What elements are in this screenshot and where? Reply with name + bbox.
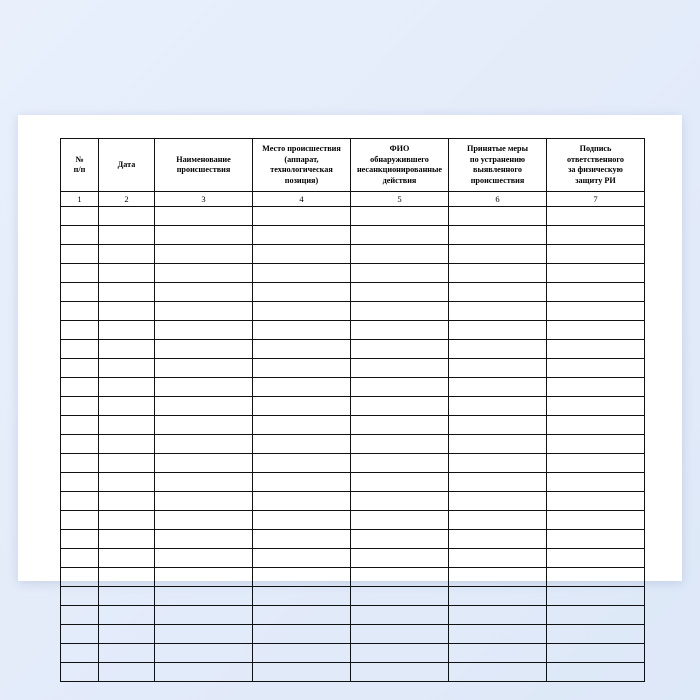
table-cell [351, 454, 449, 473]
table-cell [155, 359, 253, 378]
table-cell [449, 321, 547, 340]
table-cell [351, 359, 449, 378]
table-cell [155, 511, 253, 530]
document-page [18, 115, 682, 581]
table-cell [155, 606, 253, 625]
column-header-2 [99, 139, 155, 192]
table-cell [253, 530, 351, 549]
table-row [61, 226, 645, 245]
table-row [61, 530, 645, 549]
table-cell [547, 340, 645, 359]
column-number-row [61, 192, 645, 207]
table-cell [99, 549, 155, 568]
table-cell [547, 568, 645, 587]
table-cell [547, 492, 645, 511]
table-cell [99, 321, 155, 340]
table-cell [253, 644, 351, 663]
table-cell [351, 492, 449, 511]
table-cell [547, 207, 645, 226]
table-cell [449, 492, 547, 511]
table-cell [351, 207, 449, 226]
header-line: по устранению [469, 154, 526, 164]
header-line: ответственного [566, 154, 625, 164]
table-row [61, 587, 645, 606]
table-cell [351, 549, 449, 568]
column-header-6 [449, 139, 547, 192]
table-row [61, 625, 645, 644]
table-cell [351, 511, 449, 530]
table-cell [547, 625, 645, 644]
table-cell [547, 321, 645, 340]
table-cell [449, 587, 547, 606]
column-number-1: 1 [61, 192, 99, 207]
table-cell [155, 226, 253, 245]
table-cell [351, 473, 449, 492]
table-cell [155, 549, 253, 568]
table-cell [253, 416, 351, 435]
table-row [61, 207, 645, 226]
table-cell [547, 435, 645, 454]
table-cell [351, 321, 449, 340]
table-cell [449, 378, 547, 397]
table-cell [547, 549, 645, 568]
header-line: несанкционированные [356, 165, 443, 174]
table-cell [61, 264, 99, 283]
column-number-2: 2 [99, 192, 155, 207]
table-row [61, 245, 645, 264]
table-cell [253, 454, 351, 473]
table-cell [99, 606, 155, 625]
table-cell [449, 226, 547, 245]
table-row [61, 454, 645, 473]
table-cell [351, 378, 449, 397]
table-cell [155, 245, 253, 264]
table-cell [61, 549, 99, 568]
table-cell [547, 245, 645, 264]
table-cell [253, 435, 351, 454]
table-cell [99, 378, 155, 397]
table-cell [449, 340, 547, 359]
table-row [61, 644, 645, 663]
table-cell [351, 264, 449, 283]
table-cell [449, 454, 547, 473]
table-cell [61, 207, 99, 226]
table-cell [99, 511, 155, 530]
table-row [61, 435, 645, 454]
table-cell [351, 283, 449, 302]
column-number-5: 5 [351, 192, 449, 207]
table-row [61, 606, 645, 625]
table-cell [61, 663, 99, 682]
table-cell [155, 454, 253, 473]
table-cell [351, 530, 449, 549]
table-cell [61, 454, 99, 473]
table-cell [155, 435, 253, 454]
journal-table [60, 138, 645, 682]
table-cell [351, 340, 449, 359]
table-cell [547, 454, 645, 473]
table-cell [547, 283, 645, 302]
table-cell [253, 397, 351, 416]
column-header-5 [351, 139, 449, 192]
table-cell [61, 226, 99, 245]
table-cell [449, 568, 547, 587]
table-cell [61, 492, 99, 511]
header-line: Наименование [176, 154, 231, 164]
table-cell [155, 397, 253, 416]
table-row [61, 663, 645, 682]
table-cell [155, 530, 253, 549]
table-cell [449, 511, 547, 530]
table-cell [547, 302, 645, 321]
column-header-4 [253, 139, 351, 192]
table-cell [99, 359, 155, 378]
table-cell [547, 511, 645, 530]
table-cell [155, 283, 253, 302]
table-cell [253, 568, 351, 587]
table-cell [61, 587, 99, 606]
table-row [61, 511, 645, 530]
table-cell [99, 397, 155, 416]
table-cell [61, 359, 99, 378]
table-cell [351, 625, 449, 644]
table-cell [547, 397, 645, 416]
column-header-1 [61, 139, 99, 192]
table-cell [449, 435, 547, 454]
table-cell [61, 530, 99, 549]
table-cell [155, 568, 253, 587]
header-line: Место происшествия [262, 144, 341, 153]
table-cell [351, 416, 449, 435]
table-cell [99, 226, 155, 245]
table-cell [99, 644, 155, 663]
table-cell [155, 625, 253, 644]
table-cell [253, 663, 351, 682]
table-cell [449, 473, 547, 492]
table-cell [449, 207, 547, 226]
table-cell [61, 435, 99, 454]
table-header [61, 139, 645, 192]
table-cell [61, 321, 99, 340]
table-row [61, 340, 645, 359]
table-cell [547, 226, 645, 245]
table-cell [253, 492, 351, 511]
table-row [61, 416, 645, 435]
table-cell [547, 606, 645, 625]
table-row [61, 473, 645, 492]
table-cell [351, 245, 449, 264]
table-row [61, 378, 645, 397]
table-cell [253, 302, 351, 321]
column-header-3 [155, 139, 253, 192]
header-line: за физическую [568, 165, 623, 174]
table-cell [253, 283, 351, 302]
table-cell [449, 397, 547, 416]
table-cell [99, 340, 155, 359]
table-cell [547, 264, 645, 283]
table-cell [99, 207, 155, 226]
header-line: защиту РИ [575, 175, 616, 185]
table-cell [253, 226, 351, 245]
table-cell [547, 378, 645, 397]
column-number-4: 4 [253, 192, 351, 207]
table-row [61, 321, 645, 340]
header-line: обнаружившего [370, 154, 429, 164]
table-row [61, 397, 645, 416]
table-cell [449, 302, 547, 321]
table-cell [155, 340, 253, 359]
header-line: № [75, 154, 84, 164]
table-cell [61, 644, 99, 663]
table-cell [253, 321, 351, 340]
table-cell [61, 397, 99, 416]
table-cell [99, 454, 155, 473]
table-cell [155, 321, 253, 340]
table-cell [155, 378, 253, 397]
table-cell [155, 587, 253, 606]
table-cell [155, 644, 253, 663]
header-line: действия [382, 175, 417, 185]
table-cell [99, 663, 155, 682]
header-line: позиция) [284, 175, 319, 185]
table-row [61, 302, 645, 321]
table-cell [155, 302, 253, 321]
table-cell [253, 511, 351, 530]
header-line: Подпись [579, 144, 612, 153]
table-cell [61, 378, 99, 397]
header-line: ФИО [389, 144, 410, 153]
table-cell [99, 264, 155, 283]
table-cell [547, 663, 645, 682]
table-cell [253, 473, 351, 492]
table-cell [253, 245, 351, 264]
table-cell [547, 530, 645, 549]
table-cell [61, 568, 99, 587]
table-cell [155, 473, 253, 492]
table-row [61, 359, 645, 378]
table-cell [155, 663, 253, 682]
table-cell [61, 625, 99, 644]
table-cell [253, 264, 351, 283]
table-cell [61, 283, 99, 302]
table-cell [449, 644, 547, 663]
table-body [61, 192, 645, 682]
column-header-7 [547, 139, 645, 192]
table-cell [449, 416, 547, 435]
header-line: выявленного [473, 165, 522, 174]
table-cell [99, 416, 155, 435]
header-line: происшествия [176, 165, 231, 174]
table-cell [449, 359, 547, 378]
column-number-7: 7 [547, 192, 645, 207]
table-cell [449, 264, 547, 283]
table-cell [351, 302, 449, 321]
table-cell [155, 492, 253, 511]
header-line: Принятые меры [466, 144, 529, 153]
table-cell [99, 245, 155, 264]
table-cell [99, 625, 155, 644]
column-number-3: 3 [155, 192, 253, 207]
table-cell [351, 226, 449, 245]
table-cell [351, 606, 449, 625]
table-cell [61, 416, 99, 435]
table-cell [449, 625, 547, 644]
table-cell [253, 207, 351, 226]
table-cell [253, 625, 351, 644]
header-line: п/п [73, 165, 86, 174]
table-cell [99, 283, 155, 302]
table-row [61, 568, 645, 587]
table-cell [99, 435, 155, 454]
table-cell [449, 245, 547, 264]
table-cell [449, 283, 547, 302]
table-cell [253, 359, 351, 378]
table-cell [155, 207, 253, 226]
table-cell [449, 530, 547, 549]
table-cell [99, 302, 155, 321]
table-cell [449, 606, 547, 625]
table-cell [351, 397, 449, 416]
header-row [61, 139, 645, 192]
table-cell [253, 549, 351, 568]
table-cell [61, 473, 99, 492]
table-cell [99, 492, 155, 511]
table-cell [61, 340, 99, 359]
table-cell [99, 568, 155, 587]
table-cell [61, 511, 99, 530]
table-cell [351, 644, 449, 663]
table-cell [547, 644, 645, 663]
table-cell [351, 587, 449, 606]
table-row [61, 492, 645, 511]
header-line: технологическая [270, 165, 333, 174]
table-cell [547, 359, 645, 378]
table-cell [449, 663, 547, 682]
table-row [61, 283, 645, 302]
table-cell [449, 549, 547, 568]
header-line: Дата [117, 159, 136, 169]
table-cell [61, 245, 99, 264]
table-row [61, 549, 645, 568]
table-cell [253, 587, 351, 606]
table-cell [99, 473, 155, 492]
table-cell [547, 473, 645, 492]
table-cell [99, 587, 155, 606]
header-line: происшествия [470, 175, 525, 185]
table-cell [253, 378, 351, 397]
table-row [61, 264, 645, 283]
table-cell [61, 302, 99, 321]
table-cell [547, 416, 645, 435]
table-cell [155, 416, 253, 435]
table-cell [351, 568, 449, 587]
column-number-6: 6 [449, 192, 547, 207]
table-cell [351, 663, 449, 682]
table-cell [351, 435, 449, 454]
table-cell [547, 587, 645, 606]
header-line: (аппарат, [284, 154, 319, 164]
table-cell [155, 264, 253, 283]
table-cell [99, 530, 155, 549]
table-cell [61, 606, 99, 625]
table-cell [253, 606, 351, 625]
table-cell [253, 340, 351, 359]
